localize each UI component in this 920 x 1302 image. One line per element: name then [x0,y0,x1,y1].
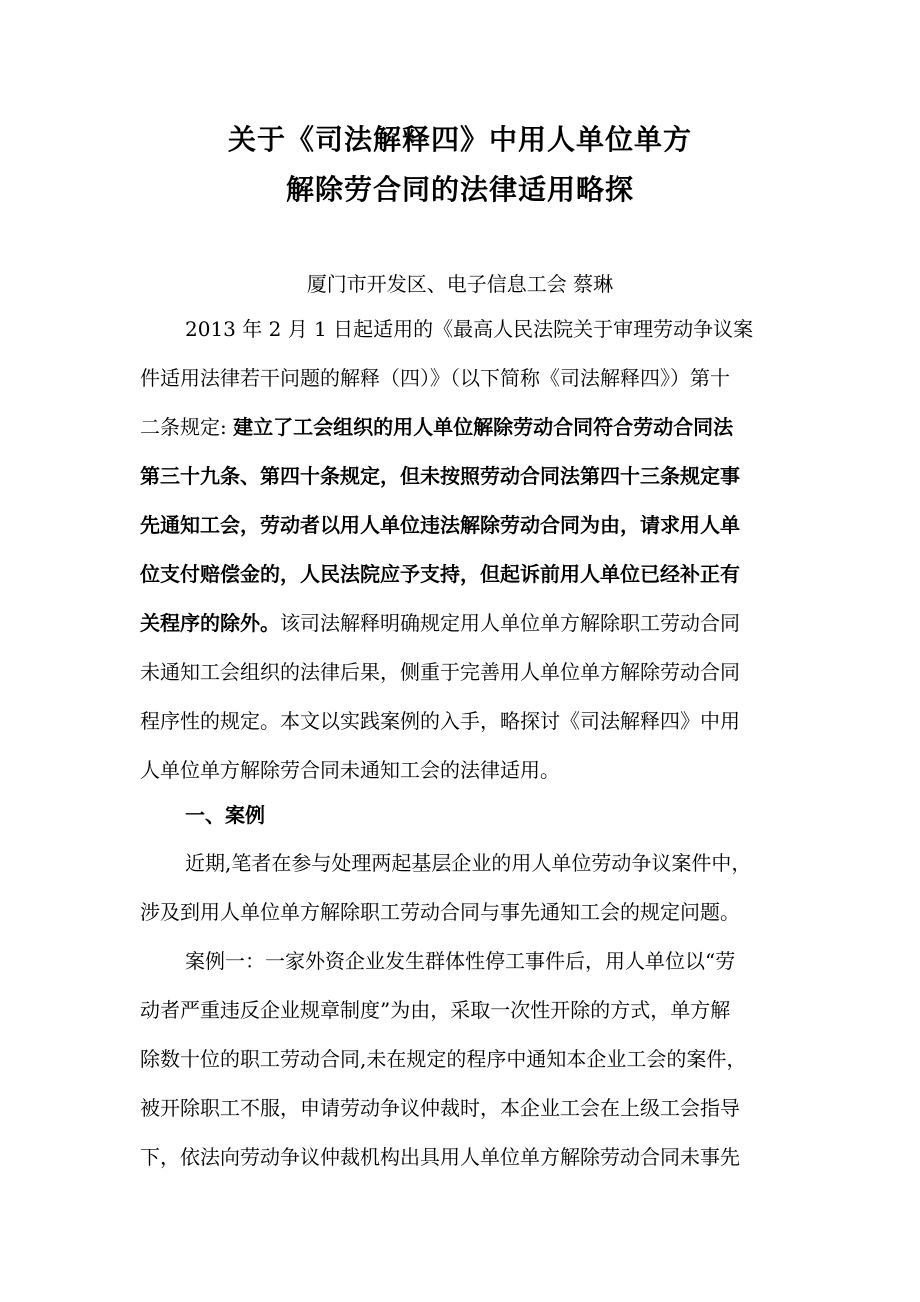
paragraph-line: 被开除职工不服，申请劳动争议仲裁时，本企业工会在上级工会指导 [140,1096,740,1120]
paragraph-line: 除数十位的职工劳动合同,未在规定的程序中通知本企业工会的案件， [140,1047,747,1071]
bold-quote-line: 第三十九条、第四十条规定，但未按照劳动合同法第四十三条规定事 [140,464,740,488]
paragraph-line: 案例一：一家外资企业发生群体性停工事件后，用人单位以“劳 [185,949,736,973]
document-title-line-2: 解除劳合同的法律适用略探 [285,173,634,206]
paragraph-line: 2013 年 2 月 1 日起适用的《最高人民法院关于审理劳动争议案 [185,317,754,341]
author-line: 厦门市开发区、电子信息工会 蔡琳 [306,272,614,296]
paragraph-line: 人单位单方解除劳合同未通知工会的法律适用。 [140,758,560,782]
paragraph-line [140,412,785,442]
bold-quote-run: 建立了工会组织的用人单位解除劳动合同符合劳动合同法 [233,415,734,439]
section-heading: 一、案例 [185,803,265,827]
bold-quote-run: 关程序的除外。 [140,611,280,635]
paragraph-line: 近期,笔者在参与处理两起基层企业的用人单位劳动争议案件中， [185,851,752,875]
paragraph-line: 下，依法向劳动争议仲裁机构出具用人单位单方解除劳动合同未事先 [140,1145,740,1169]
paragraph-line: 件适用法律若干问题的解释（四）》（以下简称《司法解释四》）第十 [140,366,730,390]
text-run: 二条规定: [140,415,234,439]
bold-quote-line: 位支付赔偿金的，人民法院应予支持，但起诉前用人单位已经补正有 [140,562,740,586]
bold-quote-line: 先通知工会，劳动者以用人单位违法解除劳动合同为由，请求用人单 [140,513,740,537]
paragraph-line: 程序性的规定。本文以实践案例的入手，略探讨《司法解释四》中用 [140,709,740,733]
paragraph-line: 涉及到用人单位单方解除职工劳动合同与事先通知工会的规定问题。 [140,900,740,924]
paragraph-line: 动者严重违反企业规章制度”为由，采取一次性开除的方式，单方解 [140,998,731,1022]
paragraph-line [140,608,785,638]
document-title-line-1: 关于《司法解释四》中用人单位单方 [227,123,692,156]
text-run: 该司法解释明确规定用人单位单方解除职工劳动合同 [280,611,740,635]
paragraph-line: 未通知工会组织的法律后果，侧重于完善用人单位单方解除劳动合同 [140,660,740,684]
